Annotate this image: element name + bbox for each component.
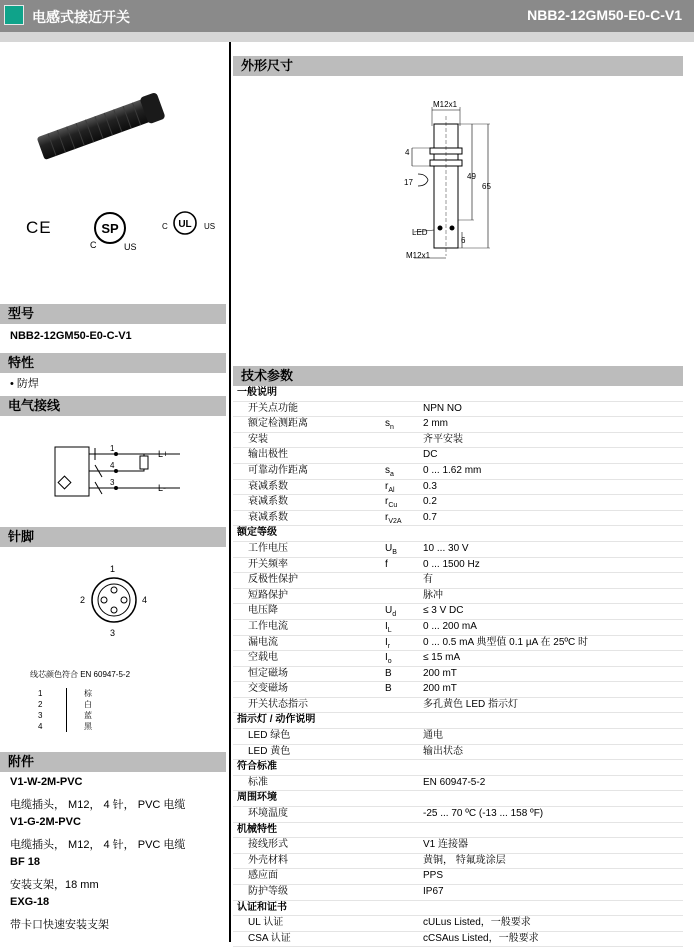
spec-label: LED 绿色 xyxy=(248,730,291,742)
spec-category: 机械特性 xyxy=(233,823,683,839)
spec-row xyxy=(233,573,683,589)
spec-value: 齐平安装 xyxy=(423,433,463,445)
wiring-heading: 电气接线 xyxy=(0,396,226,416)
dimensions-heading: 外形尺寸 xyxy=(233,56,683,76)
ul-logo xyxy=(170,210,200,236)
spec-symbol: f xyxy=(385,558,388,570)
accessory-desc: 电缆插头， M12， 4 针， PVC 电缆 xyxy=(10,799,186,811)
spec-value: 10 ... 30 V xyxy=(423,542,469,554)
pin-label-1: 1 xyxy=(110,444,115,453)
spec-label: 电压降 xyxy=(248,605,278,617)
spec-label: 反极性保护 xyxy=(248,574,298,586)
spec-value: 脉冲 xyxy=(423,589,443,601)
color-table xyxy=(38,688,92,732)
spec-symbol: $I_o$ xyxy=(385,652,392,666)
ul-c-label: C xyxy=(162,222,168,231)
spec-label: 工作电流 xyxy=(248,620,288,632)
spec-row xyxy=(233,776,683,792)
accessory-name: V1-W-2M-PVC xyxy=(10,776,83,788)
spec-label: 短路保护 xyxy=(248,589,288,601)
spec-symbol: B xyxy=(385,667,392,679)
pinout-label-1: 1 xyxy=(110,564,116,574)
spec-value: cCSAus Listed，一般要求 xyxy=(423,932,539,944)
spec-value: EN 60947-5-2 xyxy=(423,776,486,788)
spec-label: 防护等级 xyxy=(248,886,288,897)
spec-label: 开关点功能 xyxy=(248,402,298,414)
color-row: 1 棕 xyxy=(38,689,92,698)
csa-c-label: C xyxy=(90,240,97,250)
model-title: NBB2-12GM50-E0-C-V1 xyxy=(527,7,682,23)
spec-row xyxy=(233,620,683,636)
spec-value: 2 mm xyxy=(423,418,448,430)
spec-row xyxy=(233,417,683,433)
svg-text:UL: UL xyxy=(178,219,192,230)
accessory-name: EXG-18 xyxy=(10,896,50,908)
spec-value: 0 ... 1500 Hz xyxy=(423,558,480,570)
ce-mark: CE xyxy=(26,218,52,237)
spec-category: 认证和证书 xyxy=(233,901,683,917)
spec-category: 额定等级 xyxy=(233,526,683,542)
spec-symbol: $U_d$ xyxy=(385,605,397,619)
spec-value: 200 mT xyxy=(423,683,457,695)
features-heading: 特性 xyxy=(0,353,226,373)
spec-label: 标准 xyxy=(248,776,268,788)
dim-17: 17 xyxy=(404,178,413,187)
spec-label: 环境温度 xyxy=(248,808,288,820)
spec-symbol: $r_{V2A}$ xyxy=(385,511,402,525)
header-strip xyxy=(0,32,694,42)
dim-led: LED xyxy=(412,228,428,237)
l-plus-label: L+ xyxy=(158,449,169,459)
dim-49: 49 xyxy=(467,172,476,181)
spec-row xyxy=(233,667,683,683)
spec-label: 可靠动作距离 xyxy=(248,464,308,476)
spec-row xyxy=(233,636,683,652)
feature-item: • 防焊 xyxy=(10,378,39,390)
spec-label: 工作电压 xyxy=(248,542,288,554)
spec-symbol: B xyxy=(385,683,392,695)
pinout-label-2: 2 xyxy=(80,595,86,605)
spec-row xyxy=(233,495,683,511)
spec-value: 0.2 xyxy=(423,496,437,508)
dim-65: 65 xyxy=(482,182,491,191)
spec-category: 一般说明 xyxy=(233,386,683,402)
spec-label: 漏电流 xyxy=(248,636,278,648)
color-row: 2 白 xyxy=(38,700,92,709)
spec-value: IP67 xyxy=(423,886,444,897)
spec-value: 多孔黄色 LED 指示灯 xyxy=(423,698,519,710)
spec-row xyxy=(233,589,683,605)
pin-label-4: 4 xyxy=(110,461,115,470)
spec-row xyxy=(233,869,683,885)
spec-row xyxy=(233,729,683,745)
spec-row xyxy=(233,480,683,496)
spec-label: 输出极性 xyxy=(248,449,288,461)
spec-value: 黄铜， 特氟珑涂层 xyxy=(423,854,506,866)
pinout-heading: 针脚 xyxy=(0,527,226,547)
accessory-name: BF 18 xyxy=(10,856,40,868)
spec-value: 通电 xyxy=(423,730,443,742)
color-row: 3 蓝 xyxy=(38,711,92,720)
spec-label: 外壳材料 xyxy=(248,854,288,866)
connector-pinout-diagram xyxy=(88,574,140,626)
feature-text: 防焊 xyxy=(16,378,39,390)
column-divider xyxy=(229,42,231,942)
spec-row xyxy=(233,916,683,932)
spec-label: CSA 认证 xyxy=(248,932,291,944)
spec-value: cULus Listed，一般要求 xyxy=(423,917,531,929)
spec-row xyxy=(233,433,683,449)
spec-label: 恒定磁场 xyxy=(248,667,288,679)
spec-category: 符合标准 xyxy=(233,760,683,776)
spec-row xyxy=(233,604,683,620)
spec-value: 0.3 xyxy=(423,480,437,492)
product-photo xyxy=(28,78,178,170)
spec-label: 接线形式 xyxy=(248,839,288,851)
spec-row xyxy=(233,854,683,870)
spec-value: ≤ 3 V DC xyxy=(423,605,464,617)
spec-category: 周围环境 xyxy=(233,791,683,807)
specs-table xyxy=(233,386,683,947)
spec-value: ≤ 15 mA xyxy=(423,652,461,664)
dim-6: 6 xyxy=(461,236,466,245)
spec-value: 200 mT xyxy=(423,667,457,679)
spec-label: 衰减系数 xyxy=(248,480,288,492)
page-title: 电感式接近开关 xyxy=(32,9,130,25)
spec-symbol: $I_r$ xyxy=(385,636,391,650)
spec-value: 0 ... 1.62 mm xyxy=(423,464,482,476)
spec-symbol: $r_{Al}$ xyxy=(385,480,395,494)
spec-value: -25 ... 70 ºC (-13 ... 158 ºF) xyxy=(423,808,544,820)
spec-label: UL 认证 xyxy=(248,917,284,929)
spec-row xyxy=(233,745,683,761)
spec-row xyxy=(233,542,683,558)
csa-us-label: US xyxy=(124,242,137,252)
accessory-desc: 安装支架，18 mm xyxy=(10,879,99,891)
accessories-heading: 附件 xyxy=(0,752,226,772)
accessory-desc: 带卡口快速安装支架 xyxy=(10,919,109,931)
spec-value: 0 ... 200 mA xyxy=(423,620,477,632)
spec-value: 0.7 xyxy=(423,511,437,523)
model-heading: 型号 xyxy=(0,304,226,324)
spec-label: 衰减系数 xyxy=(248,496,288,508)
spec-value: V1 连接器 xyxy=(423,839,469,851)
l-minus-label: L- xyxy=(158,483,167,493)
spec-row xyxy=(233,807,683,823)
spec-row xyxy=(233,682,683,698)
spec-label: LED 黄色 xyxy=(248,745,291,757)
spec-row xyxy=(233,402,683,418)
spec-label: 交变磁场 xyxy=(248,683,288,695)
spec-row xyxy=(233,448,683,464)
spec-symbol: $U_B$ xyxy=(385,542,397,556)
spec-symbol: $I_L$ xyxy=(385,620,392,634)
dimension-drawing xyxy=(400,96,510,266)
model-value: NBB2-12GM50-E0-C-V1 xyxy=(10,330,132,342)
color-caption: 线芯颜色符合 EN 60947-5-2 xyxy=(30,670,131,679)
spec-row xyxy=(233,464,683,480)
spec-value: 0 ... 0.5 mA 典型值 0.1 µA 在 25ºC 时 xyxy=(423,636,589,648)
spec-label: 安装 xyxy=(248,433,268,445)
dim-4: 4 xyxy=(405,148,410,157)
specs-heading: 技术参数 xyxy=(233,366,683,386)
spec-symbol: $s_n$ xyxy=(385,418,394,432)
spec-row xyxy=(233,932,683,947)
spec-category: 指示灯 / 动作说明 xyxy=(233,713,683,729)
spec-symbol: $r_{Cu}$ xyxy=(385,496,398,510)
spec-row xyxy=(233,838,683,854)
spec-value: NPN NO xyxy=(423,402,462,414)
spec-label: 开关频率 xyxy=(248,558,288,570)
spec-value: DC xyxy=(423,449,438,461)
wiring-diagram xyxy=(52,440,192,502)
ul-us-label: US xyxy=(204,222,216,231)
pinout-label-3: 3 xyxy=(110,628,116,638)
svg-text:SP: SP xyxy=(101,221,119,236)
spec-label: 开关状态指示 xyxy=(248,698,308,710)
color-row: 4 黑 xyxy=(38,722,92,731)
accessory-desc: 电缆插头， M12， 4 针， PVC 电缆 xyxy=(10,839,186,851)
pin-label-3: 3 xyxy=(110,478,115,487)
brand-square-icon xyxy=(4,5,24,25)
spec-symbol: $s_a$ xyxy=(385,464,394,478)
spec-row xyxy=(233,698,683,714)
spec-row xyxy=(233,885,683,901)
spec-label: 额定检测距离 xyxy=(248,418,308,430)
spec-label: 空载电 xyxy=(248,652,278,664)
spec-row xyxy=(233,558,683,574)
pinout-label-4: 4 xyxy=(142,595,148,605)
dim-thread-bottom: M12x1 xyxy=(406,251,431,260)
spec-value: 有 xyxy=(423,574,433,586)
spec-row xyxy=(233,511,683,527)
spec-row xyxy=(233,651,683,667)
spec-value: 输出状态 xyxy=(423,745,463,757)
spec-value: PPS xyxy=(423,870,444,882)
spec-label: 感应面 xyxy=(248,870,278,882)
accessory-name: V1-G-2M-PVC xyxy=(10,816,81,828)
spec-label: 衰减系数 xyxy=(248,511,288,523)
dim-thread-top: M12x1 xyxy=(433,100,458,109)
title-bar xyxy=(0,0,694,32)
